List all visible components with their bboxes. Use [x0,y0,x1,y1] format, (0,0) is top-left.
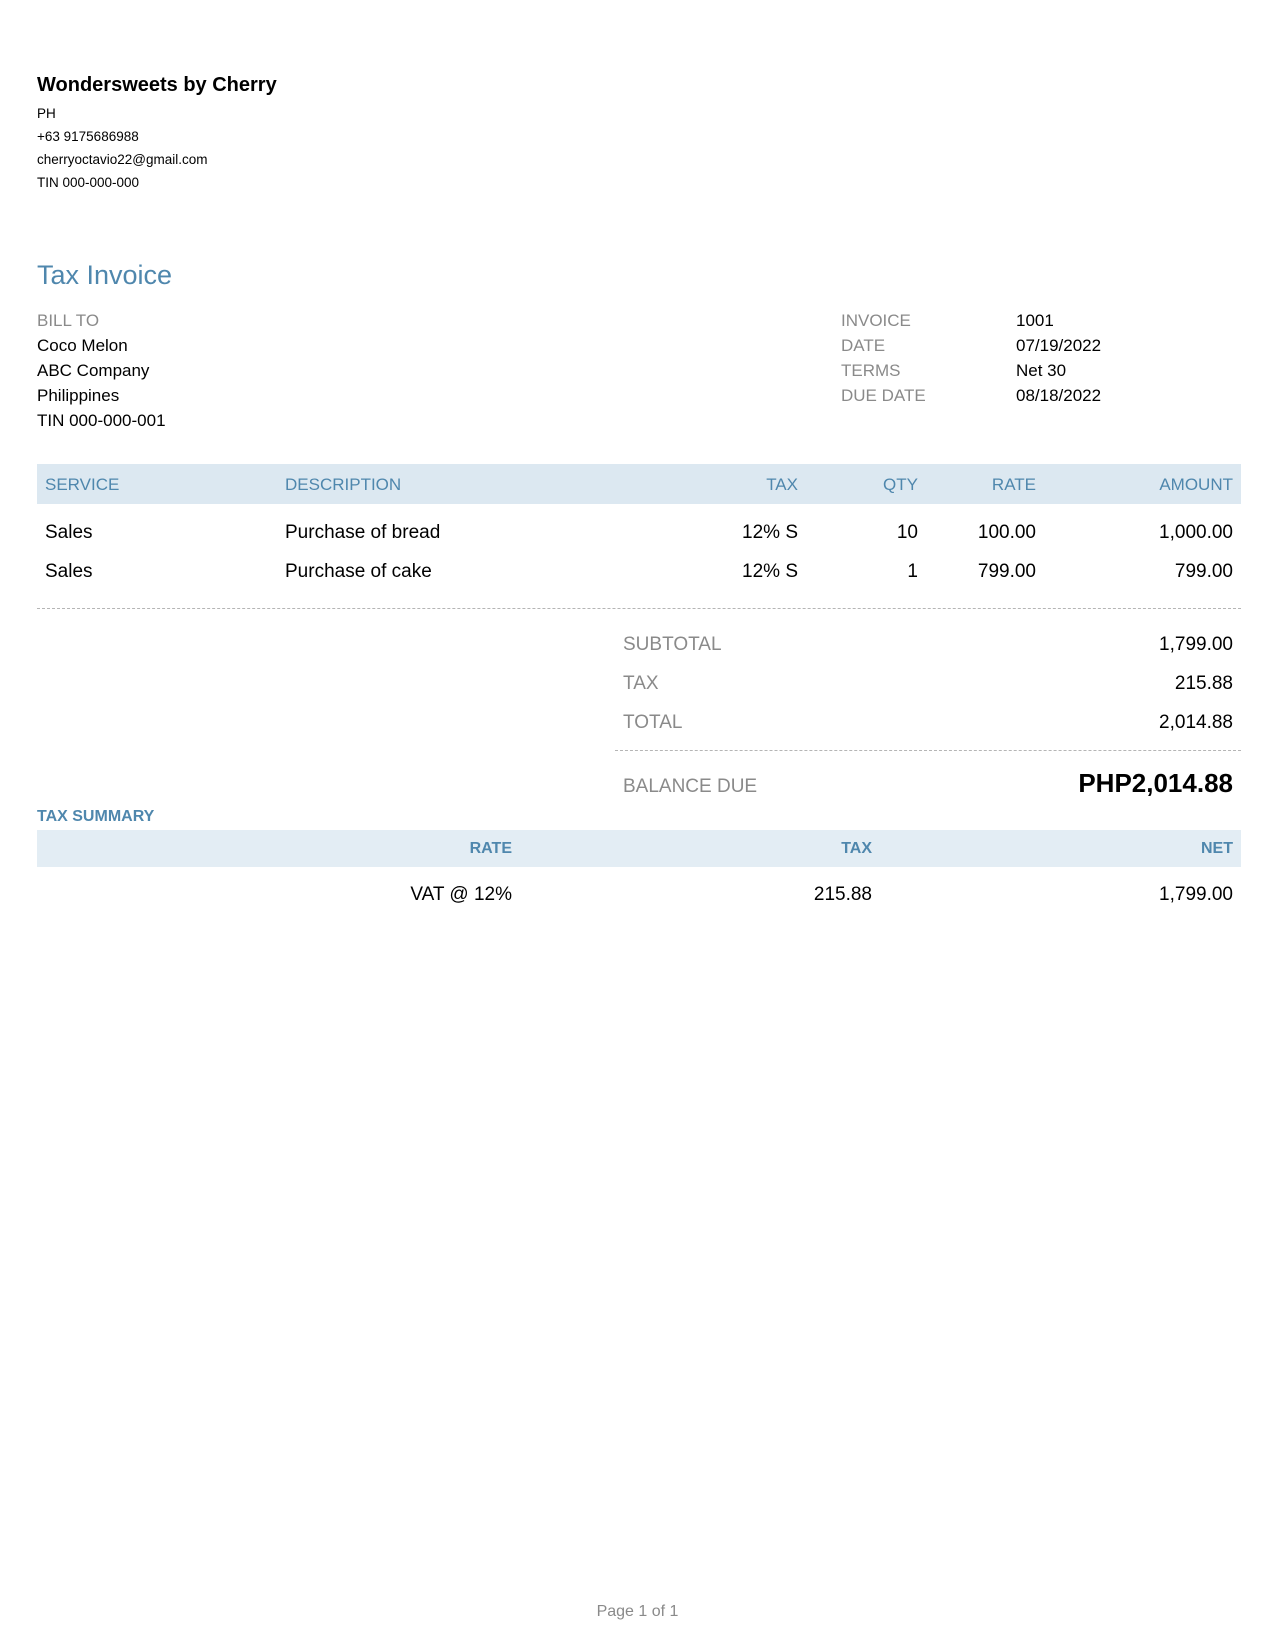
total-value: 2,014.88 [1159,712,1233,733]
tax-summary-rate: VAT @ 12% [410,884,512,905]
row-service: Sales [45,522,93,543]
tax-total-value: 215.88 [1174,673,1233,694]
col-rate-header: RATE [991,475,1036,494]
row-amount: 799.00 [1174,561,1233,582]
company-phone: +63 9175686988 [37,129,139,144]
row-qty: 10 [896,522,918,543]
invoice-date-label: DATE [841,336,886,355]
tax-summary-tax: 215.88 [813,884,872,905]
col-service-header: SERVICE [45,475,120,494]
row-qty: 1 [907,561,918,582]
subtotal-value: 1,799.00 [1159,634,1233,655]
row-rate: 100.00 [977,522,1036,543]
company-email: cherryoctavio22@gmail.com [37,152,208,167]
tax-summary-tax-header: TAX [841,840,872,857]
col-amount-header: AMOUNT [1159,475,1233,494]
tax-summary-rate-header: RATE [469,840,512,857]
col-description-header: DESCRIPTION [285,475,402,494]
totals-divider [615,750,1241,751]
company-country: PH [37,106,56,121]
tax-summary-header [37,830,1241,867]
invoice-date-value: 07/19/2022 [1016,336,1102,355]
tax-summary-title: TAX SUMMARY [37,808,155,825]
invoice-terms-value: Net 30 [1016,361,1067,380]
bill-to-label: BILL TO [37,311,100,330]
row-amount: 1,000.00 [1159,522,1233,543]
bill-to-country: Philippines [37,386,120,405]
row-description: Purchase of cake [285,561,432,582]
items-divider [37,608,1241,609]
row-tax: 12% S [742,561,798,582]
row-service: Sales [45,561,93,582]
tax-total-label: TAX [623,673,659,694]
page-number: Page 1 of 1 [596,1603,679,1620]
row-tax: 12% S [742,522,798,543]
invoice-due-date-value: 08/18/2022 [1016,386,1102,405]
company-tin: TIN 000-000-000 [37,175,140,190]
company-name: Wondersweets by Cherry [37,74,277,96]
document-title: Tax Invoice [37,260,173,290]
total-label: TOTAL [623,712,683,733]
col-qty-header: QTY [883,475,918,494]
bill-to-company: ABC Company [37,361,150,380]
bill-to-name: Coco Melon [37,336,128,355]
tax-summary-net-header: NET [1201,840,1233,857]
bill-to-tin: TIN 000-000-001 [37,411,166,430]
balance-due-label: BALANCE DUE [623,776,758,797]
col-tax-header: TAX [766,475,798,494]
invoice-due-date-label: DUE DATE [841,386,926,405]
subtotal-label: SUBTOTAL [623,634,722,655]
invoice-number-label: INVOICE [841,311,911,330]
invoice-number-value: 1001 [1016,311,1054,330]
row-rate: 799.00 [977,561,1036,582]
tax-summary-net: 1,799.00 [1159,884,1233,905]
invoice-terms-label: TERMS [841,361,901,380]
items-table-header [37,464,1241,504]
row-description: Purchase of bread [285,522,441,543]
balance-due-value: PHP2,014.88 [1078,768,1233,798]
